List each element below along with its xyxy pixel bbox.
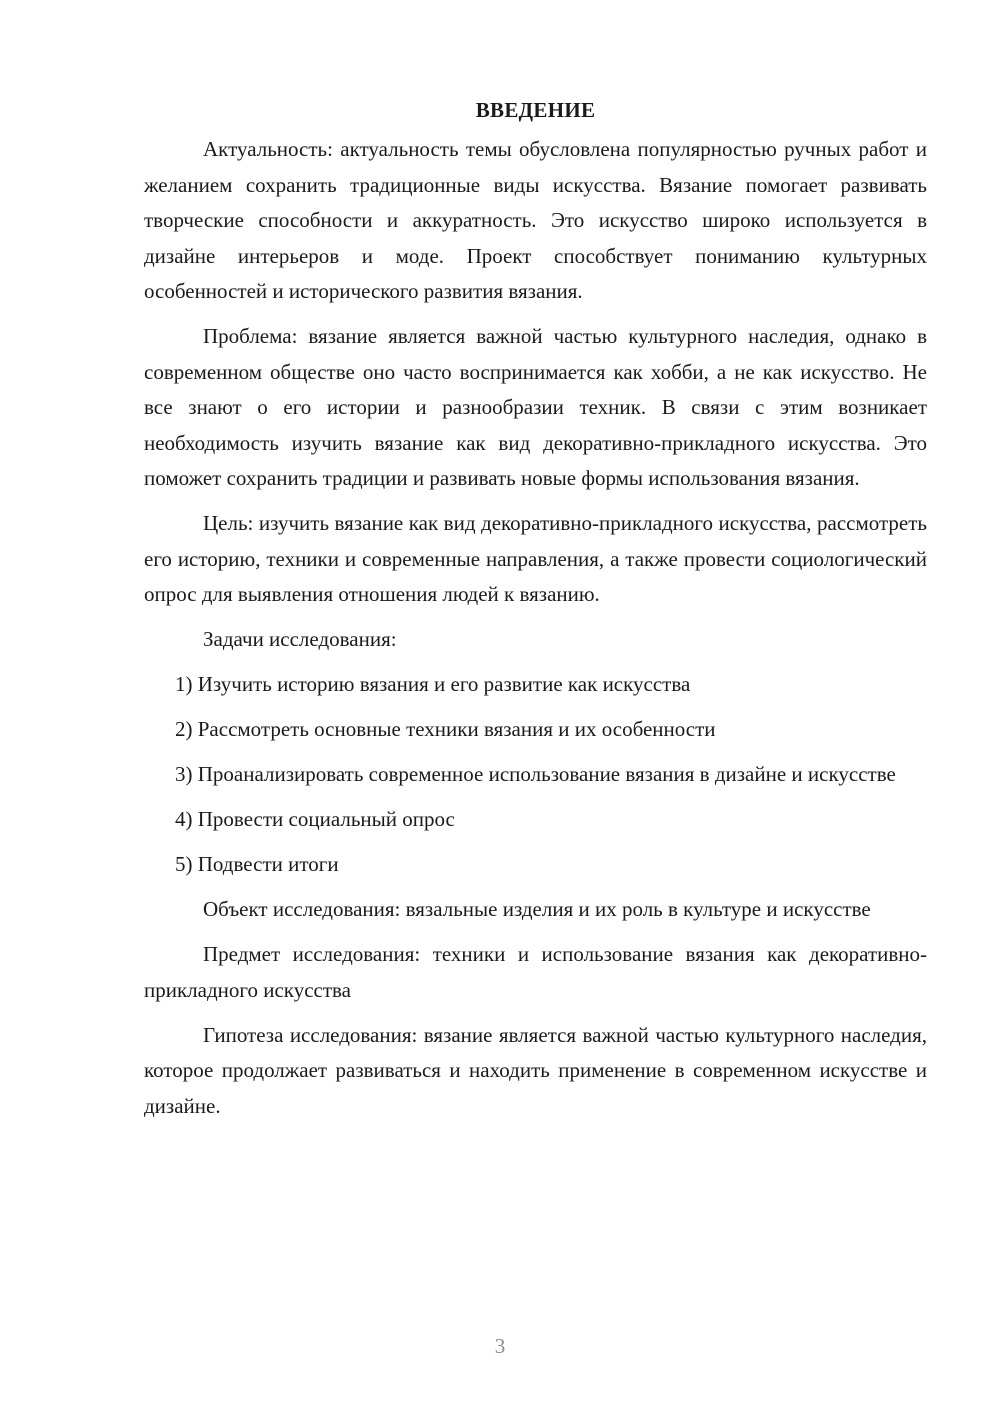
task-item-2: 2) Рассмотреть основные техники вязания и их особенности bbox=[175, 717, 716, 741]
task-item-3: 3) Проанализировать современное использование вязания в дизайне и искусстве bbox=[175, 762, 896, 786]
tasks-title: Задачи исследования: bbox=[203, 627, 397, 651]
relevance-paragraph: Актуальность: актуальность темы обусловлена популярностью ручных работ и желанием сохранить традиционные виды искусства. Вязание помогает развивать творческие способности и аккуратность. Это искусство широко используется в дизайне интерьеров и моде. Проект способствует пониманию культурных особенностей и исторического развития вязания. bbox=[144, 137, 927, 303]
page-title: ВВЕДЕНИЕ bbox=[475, 98, 596, 122]
task-item-5: 5) Подвести итоги bbox=[175, 852, 339, 876]
problem-paragraph: Проблема: вязание является важной частью культурного наследия, однако в современном обществе оно часто воспринимается как хобби, а не как искусство. Не все знают о его истории и разнообразии техник. В связи с этим возникает необходимость изучить вязание как вид декоративно-прикладного искусства. Это поможет сохранить традиции и развивать новые формы использования вязания. bbox=[144, 324, 927, 490]
object-paragraph: Объект исследования: вязальные изделия и их роль в культуре и искусстве bbox=[203, 897, 871, 921]
hypothesis-paragraph: Гипотеза исследования: вязание является важной частью культурного наследия, которое продолжает развиваться и находить применение в современном искусстве и дизайне. bbox=[144, 1022, 927, 1118]
goal-paragraph: Цель: изучить вязание как вид декоративно-прикладного искусства, рассмотреть его историю, техники и современные направления, а также провести социологический опрос для выявления отношения людей к вязанию. bbox=[144, 511, 927, 606]
page-number: 3 bbox=[494, 1334, 506, 1358]
task-item-1: 1) Изучить историю вязания и его развитие как искусства bbox=[175, 672, 691, 696]
subject-paragraph: Предмет исследования: техники и использование вязания как декоративно-прикладного искусства bbox=[144, 942, 927, 1002]
task-item-4: 4) Провести социальный опрос bbox=[175, 807, 455, 831]
document-page bbox=[144, 92, 927, 1134]
